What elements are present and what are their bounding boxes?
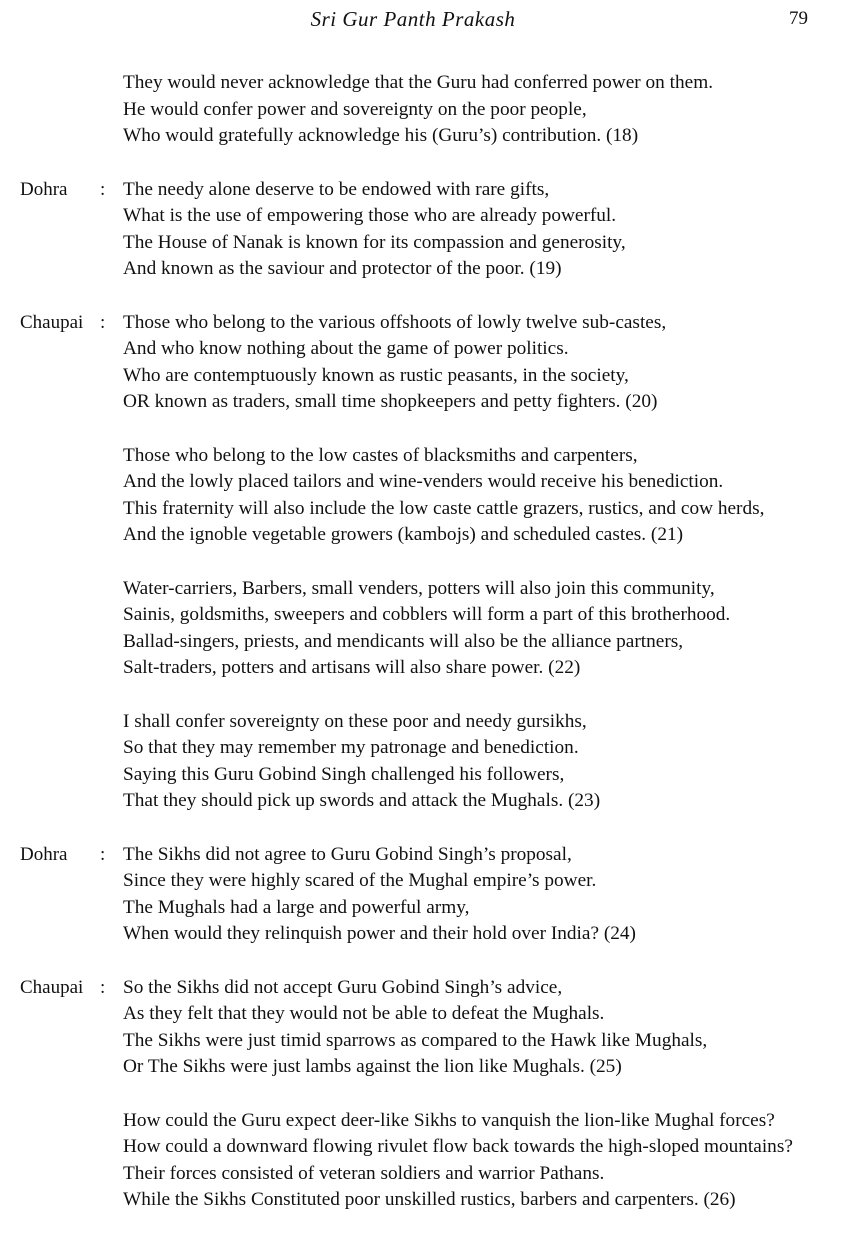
verse-line: When would they relinquish power and their hold over India? (24) bbox=[123, 923, 636, 944]
stanza bbox=[20, 177, 830, 283]
stanza-lines bbox=[123, 443, 830, 549]
stanza-label bbox=[20, 70, 123, 150]
verse-line: How could a downward flowing rivulet flow back towards the high-sloped mountains? bbox=[123, 1136, 793, 1157]
stanza-lines bbox=[123, 576, 830, 682]
verse-line: As they felt that they would not be able to defeat the Mughals. bbox=[123, 1003, 605, 1024]
verse-line: Those who belong to the various offshoots of lowly twelve sub-castes, bbox=[123, 311, 667, 333]
stanza-label bbox=[20, 177, 123, 283]
label-colon: : bbox=[100, 976, 106, 998]
stanza-lines bbox=[123, 310, 830, 416]
stanza-label bbox=[20, 310, 123, 416]
verse-line: The Mughals had a large and powerful army, bbox=[123, 896, 470, 918]
stanza-lines bbox=[123, 70, 830, 150]
stanza-lines bbox=[123, 1108, 830, 1214]
verse-line: Sainis, goldsmiths, sweepers and cobblers will form a part of this brotherhood. bbox=[123, 604, 731, 625]
stanza-label bbox=[20, 443, 123, 549]
stanza-label-name: Chaupai bbox=[20, 976, 84, 998]
verse-line: And who know nothing about the game of power politics. bbox=[123, 338, 569, 359]
stanza-label bbox=[20, 975, 123, 1081]
verse-line: That they should pick up swords and attack the Mughals. (23) bbox=[123, 790, 601, 811]
verse-line: So the Sikhs did not accept Guru Gobind Singh’s advice, bbox=[123, 976, 563, 998]
verse-line: This fraternity will also include the low caste cattle grazers, rustics, and cow herds, bbox=[123, 497, 765, 519]
stanza-label-name: Dohra bbox=[20, 843, 68, 865]
stanza-label bbox=[20, 576, 123, 682]
page-header bbox=[0, 0, 852, 36]
verse-line: Who would gratefully acknowledge his (Guru’s) contribution. (18) bbox=[123, 125, 639, 146]
stanza-lines bbox=[123, 975, 830, 1081]
page-number: 79 bbox=[789, 8, 808, 29]
stanza-label-name: Chaupai bbox=[20, 311, 84, 333]
verse-line: The House of Nanak is known for its compassion and generosity, bbox=[123, 231, 626, 253]
stanza bbox=[20, 1108, 830, 1214]
stanza bbox=[20, 310, 830, 416]
stanza bbox=[20, 709, 830, 815]
verse-line: And the lowly placed tailors and wine-venders would receive his benediction. bbox=[123, 471, 724, 492]
stanza bbox=[20, 443, 830, 549]
stanza-label bbox=[20, 842, 123, 948]
verse-line: Those who belong to the low castes of blacksmiths and carpenters, bbox=[123, 444, 638, 466]
verse-line: The Sikhs were just timid sparrows as compared to the Hawk like Mughals, bbox=[123, 1029, 708, 1051]
verse-line: OR known as traders, small time shopkeepers and petty fighters. (20) bbox=[123, 391, 658, 412]
verse-line: Ballad-singers, priests, and mendicants will also be the alliance partners, bbox=[123, 630, 684, 652]
verse-line: Saying this Guru Gobind Singh challenged his followers, bbox=[123, 763, 565, 785]
stanza bbox=[20, 975, 830, 1081]
verse-line: And known as the saviour and protector of the poor. (19) bbox=[123, 258, 562, 279]
stanza-label bbox=[20, 1108, 123, 1214]
verse-line: And the ignoble vegetable growers (kambojs) and scheduled castes. (21) bbox=[123, 524, 684, 545]
stanza-lines bbox=[123, 709, 830, 815]
verse-line: They would never acknowledge that the Guru had conferred power on them. bbox=[123, 72, 714, 93]
verse-line: Their forces consisted of veteran soldiers and warrior Pathans. bbox=[123, 1162, 605, 1184]
label-colon: : bbox=[100, 843, 106, 865]
verse-line: He would confer power and sovereignty on the poor people, bbox=[123, 98, 587, 120]
verse-line: Water-carriers, Barbers, small venders, potters will also join this community, bbox=[123, 577, 715, 599]
verse-line: Or The Sikhs were just lambs against the lion like Mughals. (25) bbox=[123, 1056, 622, 1077]
verse-line: How could the Guru expect deer-like Sikhs to vanquish the lion-like Mughal forces? bbox=[123, 1109, 775, 1131]
label-colon: : bbox=[100, 178, 106, 200]
stanza-label-name: Dohra bbox=[20, 178, 68, 200]
verse-line: Salt-traders, potters and artisans will also share power. (22) bbox=[123, 657, 581, 678]
verse-line: The needy alone deserve to be endowed with rare gifts, bbox=[123, 178, 550, 200]
stanza bbox=[20, 70, 830, 150]
stanza bbox=[20, 842, 830, 948]
verse-line: The Sikhs did not agree to Guru Gobind Singh’s proposal, bbox=[123, 843, 572, 865]
label-colon: : bbox=[100, 311, 106, 333]
verse-body bbox=[20, 70, 830, 1241]
verse-line: Since they were highly scared of the Mughal empire’s power. bbox=[123, 870, 597, 891]
stanza bbox=[20, 576, 830, 682]
verse-line: Who are contemptuously known as rustic peasants, in the society, bbox=[123, 364, 629, 386]
running-title: Sri Gur Panth Prakash bbox=[310, 7, 516, 31]
verse-line: While the Sikhs Constituted poor unskilled rustics, barbers and carpenters. (26) bbox=[123, 1189, 736, 1210]
verse-line: I shall confer sovereignty on these poor and needy gursikhs, bbox=[123, 710, 587, 732]
verse-line: So that they may remember my patronage and benediction. bbox=[123, 737, 579, 758]
stanza-lines bbox=[123, 177, 830, 283]
stanza-label bbox=[20, 709, 123, 815]
stanza-lines bbox=[123, 842, 830, 948]
verse-line: What is the use of empowering those who are already powerful. bbox=[123, 205, 617, 226]
